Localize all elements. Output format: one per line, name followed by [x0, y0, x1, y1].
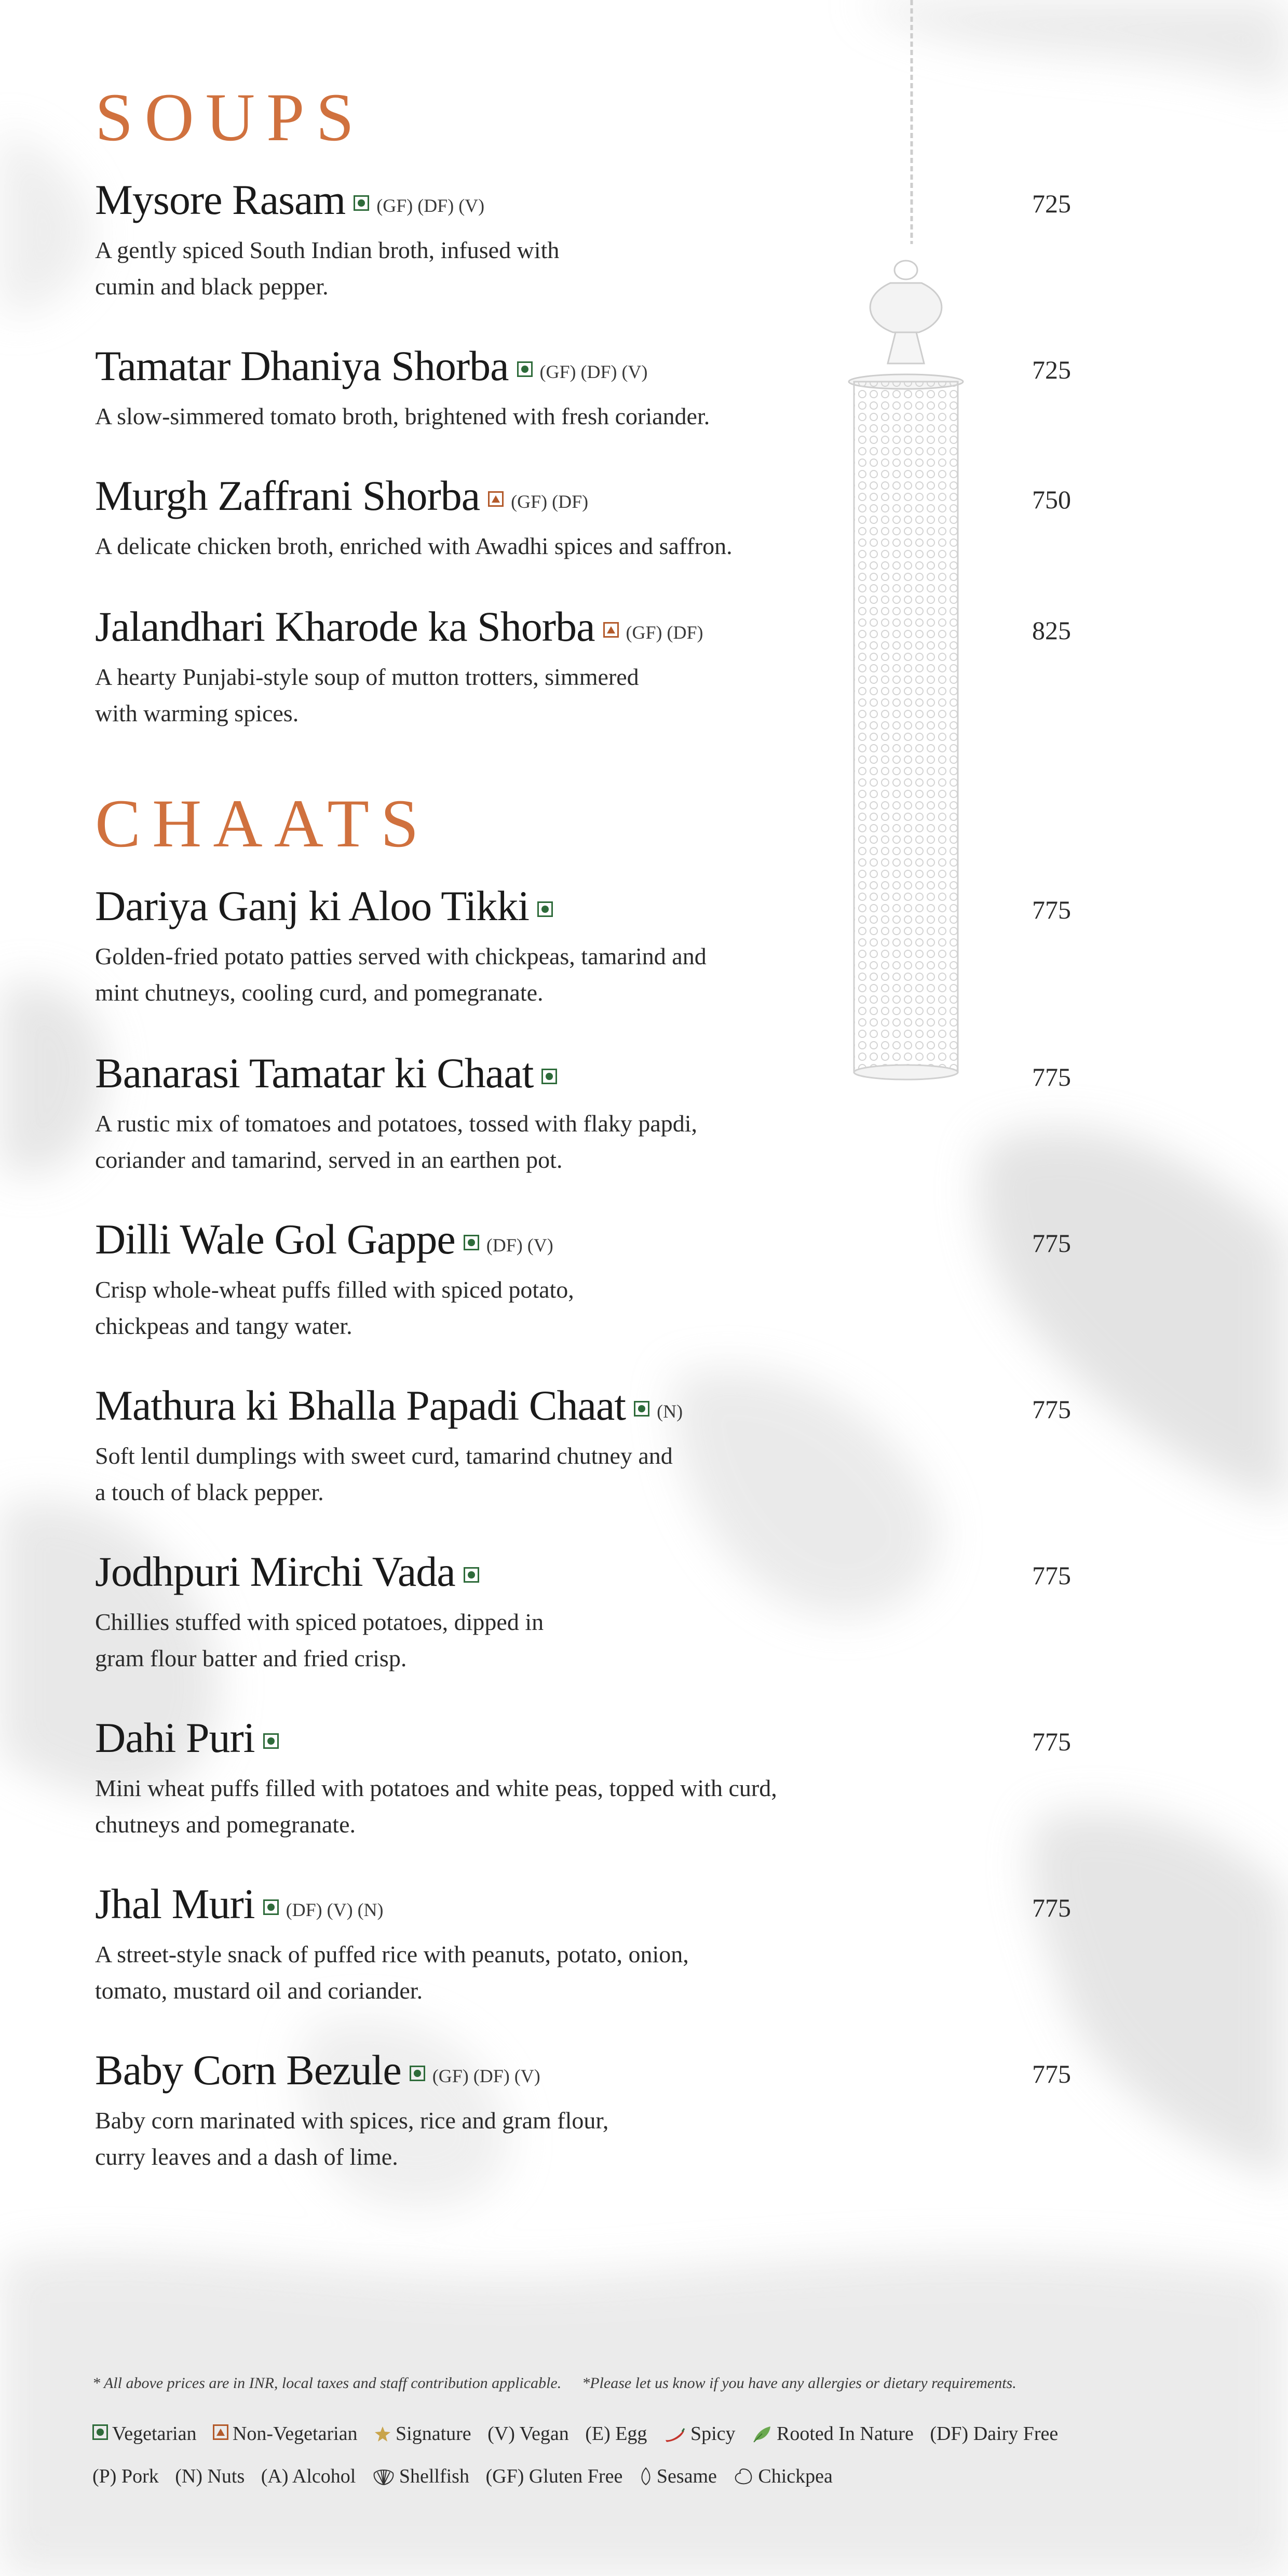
item-price: 825 — [1032, 616, 1071, 645]
item-tags: (GF) (DF) (V) — [432, 2066, 540, 2086]
item-name: Baby Corn Bezule — [95, 2046, 401, 2094]
item-name: Jhal Muri — [95, 1880, 255, 1927]
item-description: Mini wheat puffs filled with potatoes and white peas, topped with curd, chutneys and pomegranate. — [95, 1775, 777, 1838]
item-name: Dilli Wale Gol Gappe — [95, 1216, 455, 1263]
legend-vegan: (V) Vegan — [487, 2423, 569, 2445]
allergy-note: *Please let us know if you have any allergies or dietary requirements. — [582, 2375, 1016, 2392]
item-tags: (N) — [657, 1401, 683, 1422]
item-tags: (DF) (V) — [486, 1235, 553, 1256]
legend-veg: Vegetarian — [92, 2423, 196, 2445]
legend-gluten-free: (GF) Gluten Free — [485, 2465, 623, 2487]
menu-item — [95, 1047, 1071, 1178]
legend-sesame: Sesame — [639, 2465, 717, 2487]
item-name: Tamatar Dhaniya Shorba — [95, 342, 509, 389]
legend-row — [92, 2465, 844, 2488]
veg-icon — [92, 2424, 108, 2440]
menu-item — [95, 1546, 1071, 1677]
item-price: 725 — [1032, 355, 1071, 384]
item-description: Crisp whole-wheat puffs filled with spiced potato, chickpeas and tangy water. — [95, 1276, 574, 1339]
menu-item — [95, 1878, 1071, 2009]
section-title-soups: SOUPS — [95, 79, 365, 155]
nonveg-icon — [213, 2424, 228, 2440]
legend-shellfish: Shellfish — [372, 2465, 469, 2487]
veg-icon — [541, 1069, 557, 1084]
menu-item — [95, 470, 1071, 564]
veg-icon — [263, 1733, 279, 1749]
item-tags: (GF) (DF) (V) — [376, 195, 485, 216]
item-tags: (GF) (DF) — [626, 622, 703, 643]
legend-alcohol: (A) Alcohol — [261, 2465, 356, 2487]
item-price: 775 — [1032, 1395, 1071, 1424]
item-description: A hearty Punjabi-style soup of mutton trotters, simmered with warming spices. — [95, 664, 639, 726]
legend-rooted: Rooted In Nature — [752, 2423, 914, 2445]
legend-egg: (E) Egg — [585, 2423, 647, 2445]
item-description: A gently spiced South Indian broth, infused with cumin and black pepper. — [95, 237, 560, 300]
menu-item — [95, 880, 1071, 1011]
legend-nonveg: Non-Vegetarian — [213, 2423, 358, 2445]
veg-icon — [263, 1899, 279, 1915]
menu-item — [95, 2044, 1071, 2175]
item-description: Golden-fried potato patties served with chickpeas, tamarind and mint chutneys, cooling curd, and pomegranate. — [95, 943, 707, 1006]
item-name: Mathura ki Bhalla Papadi Chaat — [95, 1382, 626, 1429]
item-name: Dahi Puri — [95, 1714, 255, 1761]
veg-icon — [464, 1567, 479, 1583]
veg-icon — [634, 1401, 649, 1417]
nonveg-icon — [603, 622, 619, 638]
item-name: Murgh Zaffrani Shorba — [95, 472, 480, 519]
signature-icon — [374, 2425, 391, 2443]
nonveg-icon — [488, 491, 504, 507]
menu-item — [95, 174, 1071, 305]
item-name: Jodhpuri Mirchi Vada — [95, 1548, 455, 1595]
menu-item — [95, 601, 1071, 732]
item-description: Chillies stuffed with spiced potatoes, dipped in gram flour batter and fried crisp. — [95, 1609, 544, 1671]
item-name: Jalandhari Kharode ka Shorba — [95, 603, 595, 650]
section-title-chaats: CHAATS — [95, 785, 430, 861]
item-description: A street-style snack of puffed rice with peanuts, potato, onion, tomato, mustard oil and coriander. — [95, 1941, 689, 2004]
item-description: A delicate chicken broth, enriched with Awadhi spices and saffron. — [95, 533, 733, 559]
item-price: 775 — [1032, 2059, 1071, 2088]
veg-icon — [464, 1235, 479, 1250]
veg-icon — [410, 2066, 425, 2081]
item-name: Banarasi Tamatar ki Chaat — [95, 1049, 534, 1097]
veg-icon — [517, 361, 533, 377]
menu-item — [95, 1712, 1071, 1843]
item-price: 750 — [1032, 485, 1071, 514]
veg-icon — [537, 901, 553, 917]
chili-icon — [663, 2427, 686, 2443]
menu-item — [95, 1380, 1071, 1510]
legend-chickpea: Chickpea — [733, 2465, 833, 2487]
item-price: 725 — [1032, 189, 1071, 218]
price-note: * All above prices are in INR, local taxes and staff contribution applicable. — [92, 2375, 562, 2392]
footer-notes — [92, 2375, 1016, 2392]
item-price: 775 — [1032, 1062, 1071, 1091]
item-price: 775 — [1032, 1229, 1071, 1258]
leaf-icon — [752, 2424, 772, 2443]
legend-nuts: (N) Nuts — [175, 2465, 245, 2487]
item-name: Mysore Rasam — [95, 176, 346, 223]
item-price: 775 — [1032, 1893, 1071, 1922]
item-name: Dariya Ganj ki Aloo Tikki — [95, 882, 530, 929]
chickpea-icon — [733, 2467, 754, 2486]
menu-item — [95, 340, 1071, 435]
item-description: A slow-simmered tomato broth, brightened with fresh coriander. — [95, 403, 710, 429]
item-tags: (GF) (DF) (V) — [539, 361, 648, 382]
shell-icon — [372, 2468, 395, 2486]
item-description: A rustic mix of tomatoes and potatoes, tossed with flaky papdi, coriander and tamarind, served in an earthen pot. — [95, 1110, 698, 1173]
item-price: 775 — [1032, 1727, 1071, 1756]
veg-icon — [354, 195, 369, 211]
item-description: Baby corn marinated with spices, rice and gram flour, curry leaves and a dash of lime. — [95, 2107, 609, 2170]
item-description: Soft lentil dumplings with sweet curd, tamarind chutney and a touch of black pepper. — [95, 1442, 673, 1505]
item-tags: (DF) (V) (N) — [286, 1899, 384, 1920]
legend-pork: (P) Pork — [92, 2465, 159, 2487]
legend-spicy: Spicy — [663, 2423, 736, 2445]
legend-row — [92, 2422, 1069, 2445]
item-tags: (GF) (DF) — [511, 491, 589, 512]
item-price: 775 — [1032, 1561, 1071, 1590]
item-price: 775 — [1032, 895, 1071, 924]
legend-signature: Signature — [374, 2423, 471, 2445]
legend-dairy-free: (DF) Dairy Free — [930, 2423, 1059, 2445]
menu-item — [95, 1213, 1071, 1344]
sesame-icon — [639, 2467, 653, 2486]
